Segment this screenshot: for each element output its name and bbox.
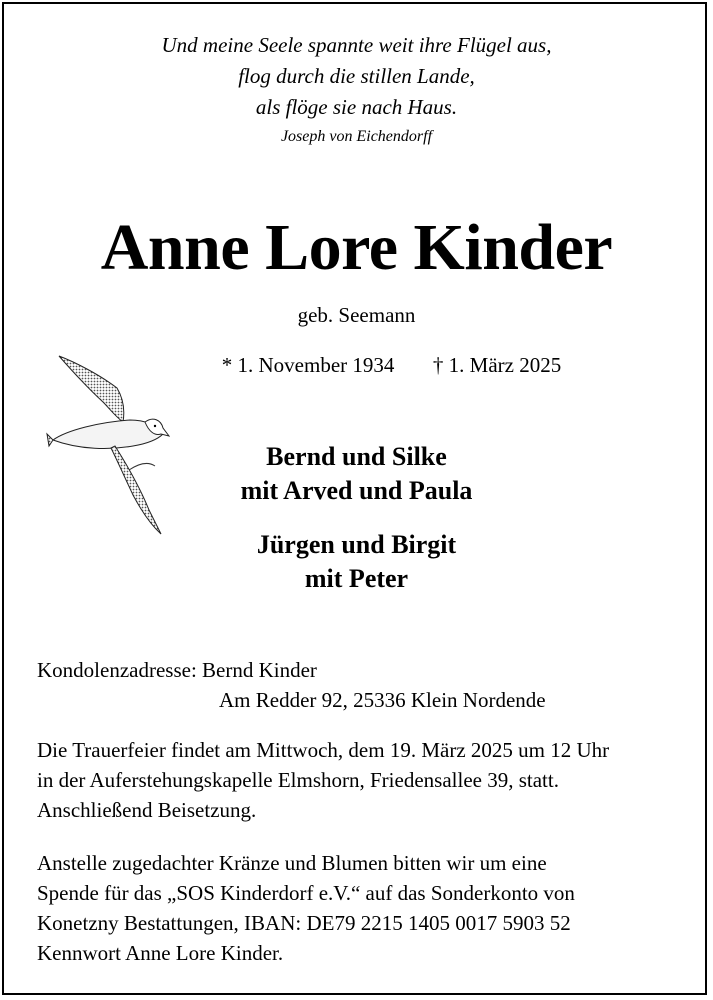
condolence-name: Bernd Kinder [202,658,317,682]
mourners-group-1 [0,440,713,508]
mourners-group-2 [0,528,713,596]
funeral-line: Anschließend Beisetzung. [37,798,257,822]
maiden-name: geb. Seemann [297,303,416,327]
mourner-line: Jürgen und Birgit [256,530,457,559]
donation-line: Konetzny Bestattungen, IBAN: DE79 2215 1405 0017 5903 52 [37,911,571,935]
funeral-line: in der Auferstehungskapelle Elmshorn, Friedensallee 39, statt. [37,768,559,792]
condolence-street: Am Redder 92, 25336 Klein Nordende [219,688,546,712]
donation-line: Kennwort Anne Lore Kinder. [37,941,284,965]
donation-line: Spende für das „SOS Kinderdorf e.V.“ auf das Sonderkonto von [37,881,575,905]
poem-author: Joseph von Eichendorff [280,128,433,145]
poem-line: als flöge sie nach Haus. [255,95,458,119]
birth-date: * 1. November 1934 [221,353,395,377]
funeral-info [37,735,609,825]
condolence-address [37,655,546,715]
poem-line: flog durch die stillen Lande, [238,64,475,88]
funeral-line: Die Trauerfeier findet am Mittwoch, dem 19. März 2025 um 12 Uhr [37,738,610,762]
death-date: † 1. März 2025 [432,353,562,377]
mourner-line: mit Peter [304,564,409,593]
condolence-label: Kondolenzadresse: [37,658,197,682]
mourner-line: Bernd und Silke [266,442,447,471]
mourner-line: mit Arved und Paula [240,476,473,505]
donation-info [37,848,575,968]
poem-line: Und meine Seele spannte weit ihre Flügel aus, [161,33,552,57]
poem [0,30,713,123]
donation-line: Anstelle zugedachter Kränze und Blumen bitten wir um eine [37,851,547,875]
deceased-name: Anne Lore Kinder [100,211,613,284]
